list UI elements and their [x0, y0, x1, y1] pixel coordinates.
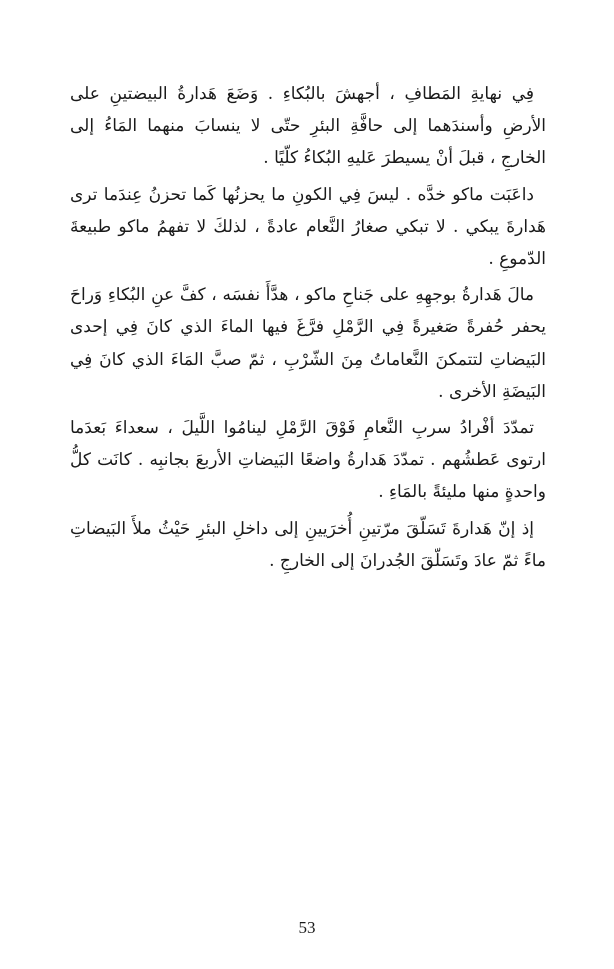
paragraph-4: تمدّدَ أفْرادُ سربِ النَّعامِ فَوْقَ الرَّمْلِ لينامُوا اللَّيلَ ، سعداءَ بَعدَما ارتوى عَطشُهم . تمدّدَ هَدارةُ واضعًا البَيضاتِ الأربعَ بجانبِه . كانَت كلُّ واحدةٍ منها مليئةً بالمَاءِ .: [70, 418, 546, 503]
paragraph-2: داعَبَت ماكو خدَّه . ليسَ فِي الكونِ ما يحزنُها كَما تحزنُ عِندَما ترى هَدارةَ يبكي . لا تبكي صغارُ النَّعام عادةً ، لذلكَ لا تفهمُ ماكو طبيعةَ الدّموعِ .: [70, 184, 546, 270]
paragraph-5: إذ إنّ هَدارةَ تَسَلّقَ مرّتينِ أُخرَيينِ إلى داخلِ البئرِ حَيْثُ ملأَ البَيضاتِ ماءً ثمّ عادَ وتَسَلّقَ الجُدرانَ إلى الخارجِ .: [70, 518, 546, 571]
page-number: 53: [298, 918, 316, 937]
paragraph-3: مالَ هَدارةُ بوجهِهِ على جَناحِ ماكو ، هدَّأَ نفسَه ، كفَّ عنِ البُكاءِ وَراحَ يحفر حُفرةً صَغيرةً فِي الرَّمْلِ فرَّغَ فيها الماءَ الذي كانَ فِي إحدى البَيضاتِ لتتمكنَ النَّعاماتُ مِنَ الشّرْبِ ، ثمّ صبَّ المَاءَ الذي كانَ فِي البَيضَةِ الأخرى .: [70, 285, 546, 402]
paragraph-1: فِي نهايةِ المَطافِ ، أجهشَ بالبُكاءِ . وَضَعَ هَدارةُ البيضتينِ على الأرضِ وأسندَهما إلى حافَّةِ البئرِ حتّى لا ينسابَ منهما المَاءُ إلى الخارجِ ، قبلَ أنْ يسيطرَ عَليهِ البُكاءُ كلّيًا .: [70, 84, 546, 169]
body-text: [70, 78, 546, 581]
